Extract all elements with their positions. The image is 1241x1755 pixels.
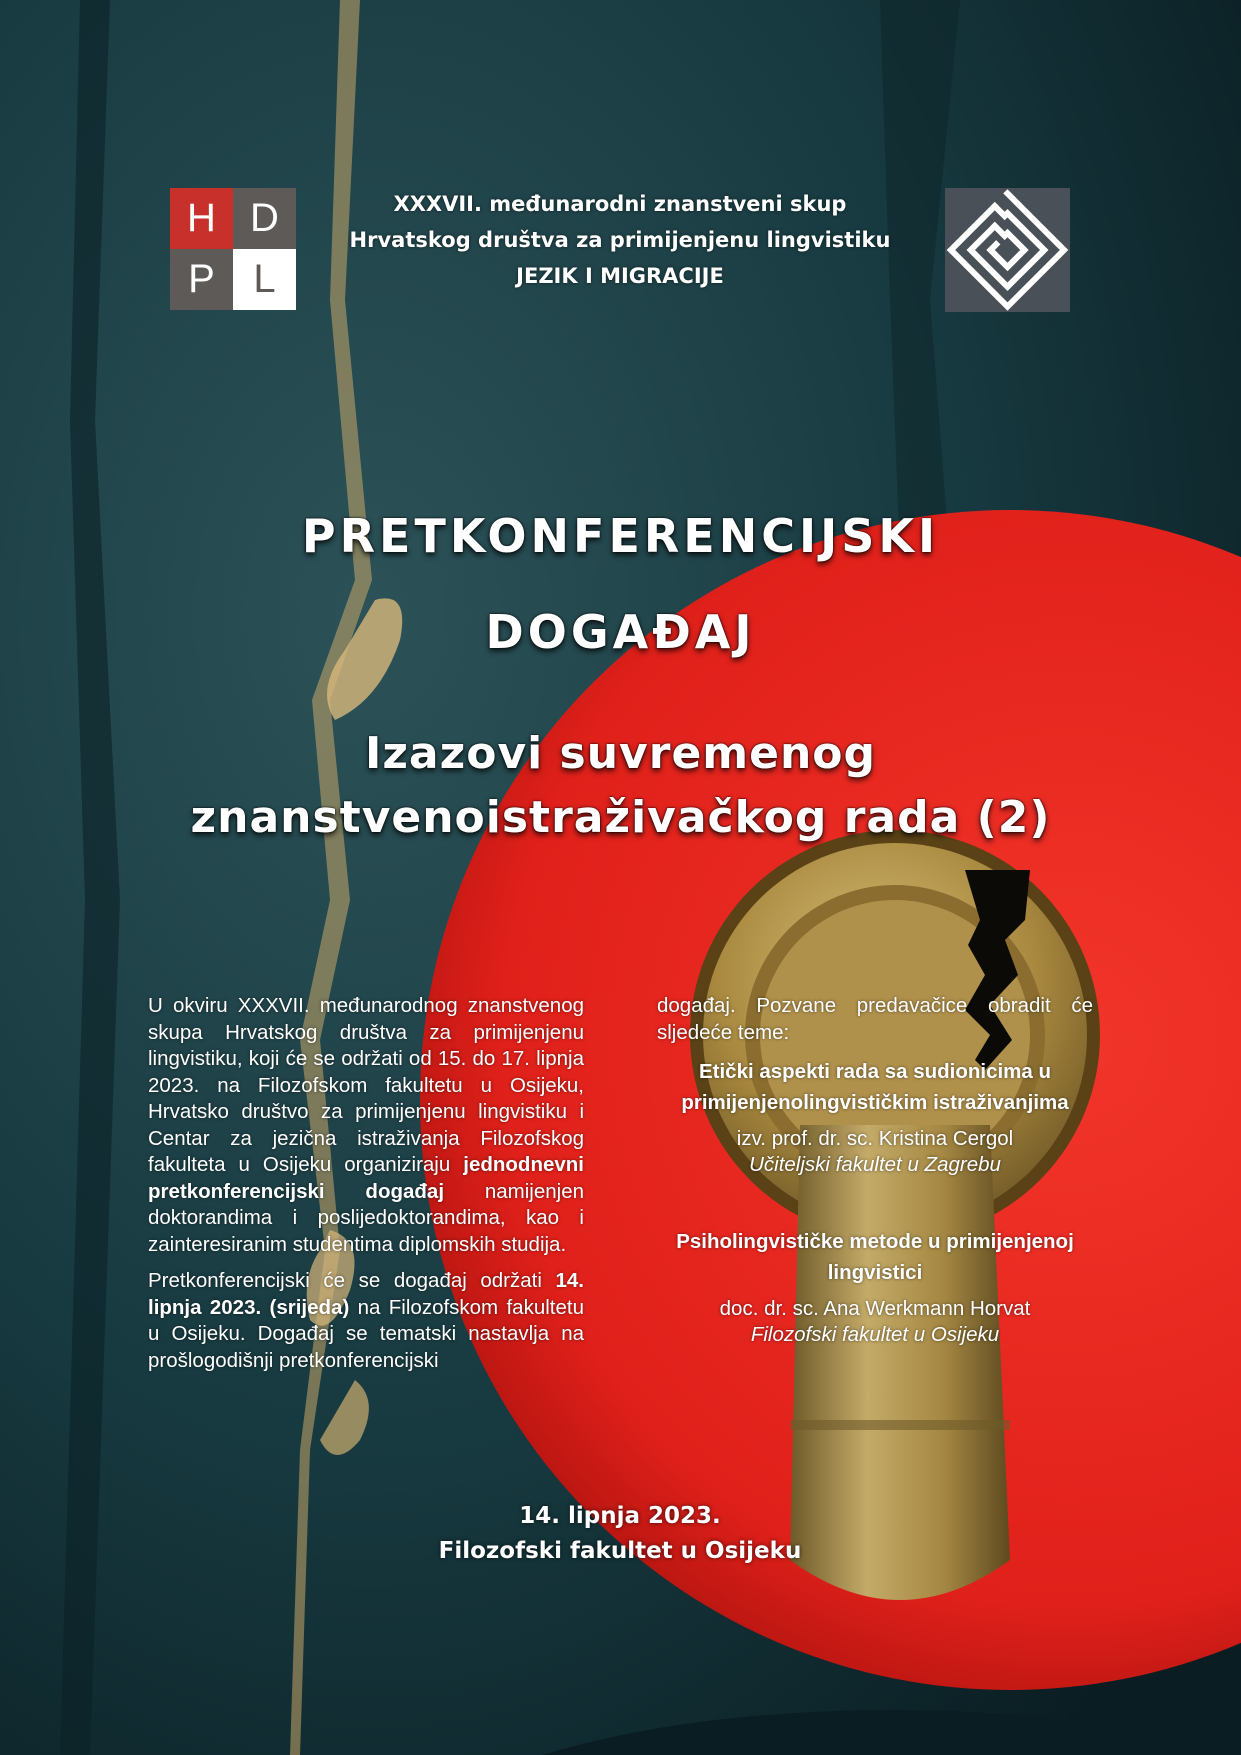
title-line-2: DOGAĐAJ [485, 605, 756, 659]
logo-letter-l: L [233, 249, 296, 310]
event-subtitle [80, 722, 1161, 850]
body-paragraph-1 [148, 993, 584, 1258]
talk-1 [657, 1056, 1093, 1178]
event-footer [320, 1499, 920, 1569]
event-title [150, 488, 1091, 680]
conference-header [320, 186, 920, 294]
talk-title: Psiholingvističke metode u primijenjenoj lingvistici [676, 1230, 1074, 1284]
logo-letter-d: D [233, 188, 296, 249]
talk-institution: Učiteljski fakultet u Zagrebu [749, 1153, 1001, 1176]
header-line-conference: XXXVII. međunarodni znanstveni skup [393, 192, 847, 216]
body-paragraph-3: događaj. Pozvane predavačice obradit će sljedeće teme: [657, 994, 1093, 1044]
logo-letter-p: P [170, 249, 233, 310]
maze-logo-icon [945, 188, 1070, 312]
footer-date: 14. lipnja 2023. [519, 1503, 721, 1529]
body-column-right [657, 993, 1093, 1348]
header-line-society: Hrvatskog društva za primijenjenu lingvistiku [349, 228, 891, 252]
logo-letter-h: H [170, 188, 233, 249]
talk-2 [657, 1226, 1093, 1348]
talk-speaker: doc. dr. sc. Ana Werkmann Horvat [719, 1297, 1031, 1320]
talk-title: Etički aspekti rada sa sudionicima u primijenjenolingvističkim istraživanjima [681, 1060, 1069, 1114]
p2-text: Pretkonferencijski će se događaj održati [148, 1269, 556, 1292]
footer-venue: Filozofski fakultet u Osijeku [438, 1538, 802, 1564]
hdpl-logo [170, 188, 296, 310]
body-column-left [148, 993, 584, 1384]
p1-end: namijenjen doktorandima i poslijedoktorandima, kao i zainteresiranim studentima diplomskih studija. [148, 1179, 584, 1256]
subtitle-line-2: znanstvenoistraživačkog rada (2) [190, 792, 1051, 843]
title-line-1: PRETKONFERENCIJSKI [301, 509, 940, 563]
talk-institution: Filozofski fakultet u Osijeku [750, 1323, 1000, 1346]
p2-end: na Filozofskom fakultetu u Osijeku. Događaj se tematski nastavlja na prošlogodišnji pretkonferencijski [148, 1295, 584, 1372]
header-line-theme: JEZIK I MIGRACIJE [516, 264, 724, 288]
p1-text: U okviru XXXVII. međunarodnog znanstvenog skupa Hrvatskog društva za primijenjenu lingvistiku, koji će se održati od 15. do 17. lipnja 2023. na Filozofskom fakultetu u Osijeku, Hrvatsko društvo za primijenjenu lingvistiku i Centar za jezična istraživanja Filozofskog fakulteta u Osijeku organiziraju [148, 994, 584, 1176]
p1-bold: jednodnevni pretkonferencijski događaj [148, 1153, 584, 1203]
subtitle-line-1: Izazovi suvremenog [364, 728, 877, 779]
body-paragraph-2 [148, 1268, 584, 1374]
p2-bold: 14. lipnja 2023. (srijeda) [148, 1269, 584, 1319]
talk-speaker: izv. prof. dr. sc. Kristina Cergol [736, 1127, 1014, 1150]
